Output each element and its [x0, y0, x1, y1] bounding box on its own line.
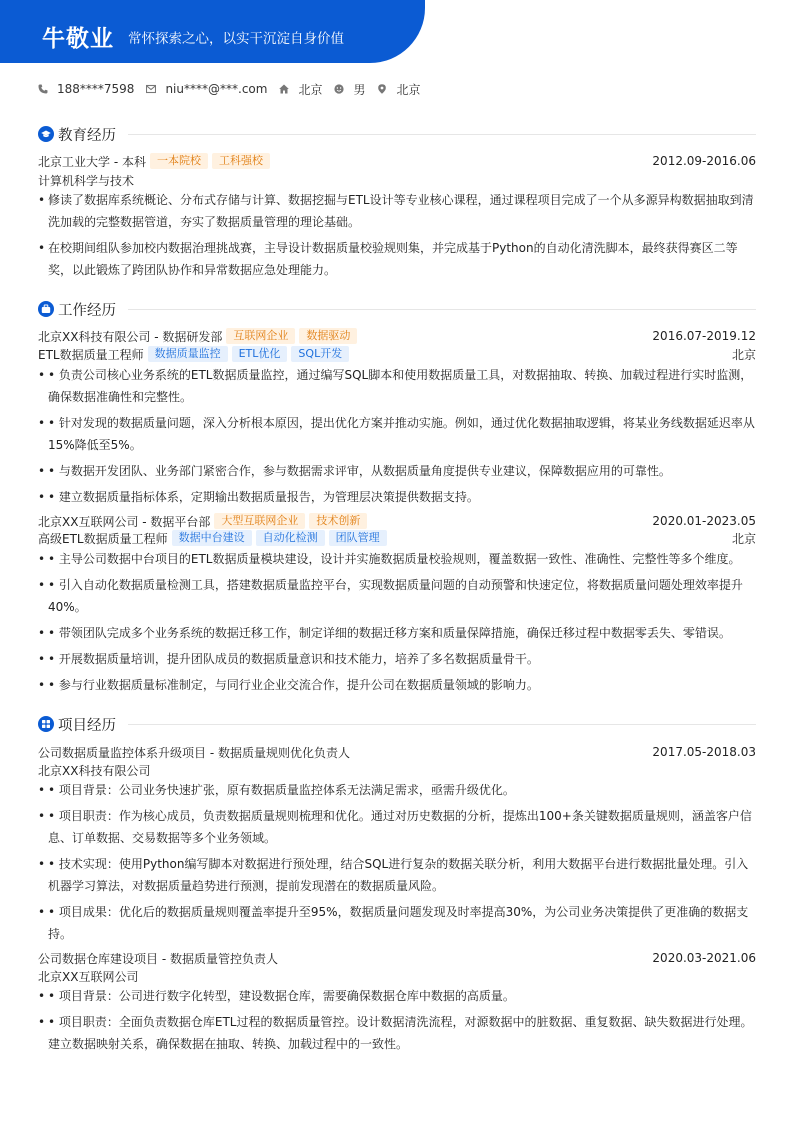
home-text: 北京	[298, 82, 323, 97]
bullet-text: • 针对发现的数据质量问题，深入分析根本原因，提出优化方案并推动实施。例如，通过优化数据抽取逻辑，将某业务线数据延迟率从15%降低至5%。	[48, 416, 755, 452]
work-date: 2016.07-2019.12	[652, 329, 756, 343]
contact-phone	[38, 82, 134, 96]
bullet-text: • 建立数据质量指标体系，定期输出数据质量报告，为管理层决策提供数据支持。	[48, 490, 479, 504]
list-item: • • 带领团队完成多个业务系统的数据迁移工作，制定详细的数据迁移方案和质量保障措施，确保迁移过程中数据零丢失、零错误。	[38, 622, 756, 644]
list-item: • • 建立数据质量指标体系，定期输出数据质量报告，为管理层决策提供数据支持。	[38, 486, 756, 508]
company-tag: 互联网企业	[226, 328, 295, 344]
list-item: • • 参与行业数据质量标准制定，与同行业企业交流合作，提升公司在数据质量领域的影响力。	[38, 674, 756, 696]
email-text: niu****@***.com	[165, 82, 268, 96]
bullet-text: 在校期间组队参加校内数据治理挑战赛，主导设计数据质量校验规则集，并完成基于Python的自动化清洗脚本，最终获得赛区二等奖，以此锻炼了跨团队协作和异常数据应急处理能力。	[48, 241, 738, 277]
work-role-row	[38, 345, 756, 363]
mail-icon	[146, 84, 156, 94]
work-date: 2020.01-2023.05	[652, 514, 756, 528]
work-city: 北京	[731, 347, 756, 362]
work-city: 北京	[731, 531, 756, 546]
project-title: 公司数据质量监控体系升级项目 - 数据质量规则优化负责人	[38, 745, 350, 760]
location-pin-icon	[377, 84, 387, 94]
contact-bar	[38, 81, 433, 97]
list-item: • • 项目背景：公司进行数字化转型，建设数据仓库，需要确保数据仓库中数据的高质量。	[38, 985, 756, 1007]
list-item: • • 与数据开发团队、业务部门紧密合作，参与数据需求评审，从数据质量角度提供专业建议，保障数据应用的可靠性。	[38, 460, 756, 482]
candidate-name: 牛敬业	[42, 26, 114, 52]
gender-text: 男	[353, 82, 366, 97]
company-tag: 技术创新	[309, 513, 367, 529]
bullet-text: • 项目职责：作为核心成员，负责数据质量规则梳理和优化。通过对历史数据的分析，提炼出100+条关键数据质量规则，涵盖客户信息、订单数据、交易数据等多个业务领域。	[48, 809, 752, 845]
company-name: 北京XX互联网公司 - 数据平台部	[38, 514, 211, 529]
job-title: ETL数据质量工程师	[38, 347, 144, 362]
project-entry-header	[38, 743, 756, 761]
home-icon	[279, 84, 289, 94]
bullet-text: • 引入自动化数据质量检测工具，搭建数据质量监控平台，实现数据质量问题的自动预警和快速定位，将数据质量问题处理效率提升40%。	[48, 578, 743, 614]
section-divider	[128, 134, 756, 135]
header-banner	[0, 0, 425, 63]
school-name: 北京工业大学 - 本科	[38, 154, 146, 169]
bullet-text: • 负责公司核心业务系统的ETL数据质量监控，通过编写SQL脚本和使用数据质量工具，对数据抽取、转换、加载过程进行实时监测，确保数据准确性和完整性。	[48, 368, 753, 404]
contact-location	[377, 81, 420, 98]
list-item: • • 负责公司核心业务系统的ETL数据质量监控，通过编写SQL脚本和使用数据质量工具，对数据抽取、转换、加载过程进行实时监测，确保数据准确性和完整性。	[38, 364, 756, 408]
contact-email	[146, 82, 267, 96]
graduation-cap-icon	[38, 126, 54, 142]
list-item: • • 项目职责：作为核心成员，负责数据质量规则梳理和优化。通过对历史数据的分析，提炼出100+条关键数据质量规则，涵盖客户信息、订单数据、交易数据等多个业务领域。	[38, 805, 756, 849]
phone-text: 188****7598	[57, 82, 135, 96]
bullet-text: • 开展数据质量培训，提升团队成员的数据质量意识和技术能力，培养了多名数据质量骨干。	[48, 652, 539, 666]
section-divider	[128, 309, 756, 310]
bullet-text: • 项目职责：全面负责数据仓库ETL过程的数据质量管控。设计数据清洗流程，对源数据中的脏数据、重复数据、缺失数据进行处理。建立数据映射关系，确保数据在抽取、转换、加载过程中的一致性。	[48, 1015, 753, 1051]
list-item: • • 主导公司数据中台项目的ETL数据质量模块建设，设计并实施数据质量校验规则，覆盖数据一致性、准确性、完整性等多个维度。	[38, 548, 756, 570]
school-tag: 工科强校	[212, 153, 270, 169]
section-work-heading	[38, 299, 756, 319]
list-item: • • 开展数据质量培训，提升团队成员的数据质量意识和技术能力，培养了多名数据质量骨干。	[38, 648, 756, 670]
list-item: • • 针对发现的数据质量问题，深入分析根本原因，提出优化方案并推动实施。例如，通过优化数据抽取逻辑，将某业务线数据延迟率从15%降低至5%。	[38, 412, 756, 456]
location-text: 北京	[396, 82, 421, 97]
work-role-row	[38, 529, 756, 547]
project-date: 2017.05-2018.03	[652, 745, 756, 759]
work-entry-header	[38, 512, 756, 530]
company-name: 北京XX科技有限公司 - 数据研发部	[38, 329, 223, 344]
project-company: 北京XX互联网公司	[38, 969, 139, 984]
bullet-text: 修读了数据库系统概论、分布式存储与计算、数据挖掘与ETL设计等专业核心课程，通过课程项目完成了一个从多源异构数据抽取到清洗加载的完整数据管道，夯实了数据质量管理的理论基础。	[48, 193, 754, 229]
bullet-text: • 主导公司数据中台项目的ETL数据质量模块建设，设计并实施数据质量校验规则，覆盖数据一致性、准确性、完整性等多个维度。	[48, 552, 741, 566]
work-entry-header	[38, 327, 756, 345]
section-education-heading	[38, 124, 756, 144]
bullet-text: • 项目背景：公司进行数字化转型，建设数据仓库，需要确保数据仓库中数据的高质量。	[48, 989, 515, 1003]
project-date: 2020.03-2021.06	[652, 951, 756, 965]
briefcase-icon	[38, 301, 54, 317]
skill-tag: 团队管理	[329, 530, 387, 546]
phone-icon	[38, 84, 48, 94]
education-entry-header	[38, 152, 756, 170]
candidate-motto: 常怀探索之心，以实干沉淀自身价值	[128, 31, 344, 47]
section-projects-heading	[38, 714, 756, 734]
company-tag: 大型互联网企业	[214, 513, 305, 529]
grid-icon	[38, 716, 54, 732]
project-company-row	[38, 967, 756, 985]
section-divider	[128, 724, 756, 725]
contact-home	[279, 81, 322, 98]
education-date: 2012.09-2016.06	[652, 154, 756, 168]
section-title: 工作经历	[58, 302, 116, 319]
bullet-text: • 项目背景：公司业务快速扩张，原有数据质量监控体系无法满足需求，亟需升级优化。	[48, 783, 515, 797]
section-title: 项目经历	[58, 717, 116, 734]
bullet-text: • 技术实现：使用Python编写脚本对数据进行预处理，结合SQL进行复杂的数据关联分析，利用大数据平台进行数据批量处理。引入机器学习算法，对数据质量趋势进行预测，提前发现潜在的数据质量风险。	[48, 857, 749, 893]
major-name: 计算机科学与技术	[38, 173, 135, 188]
job-title: 高级ETL数据质量工程师	[38, 531, 168, 546]
bullet-text: • 与数据开发团队、业务部门紧密合作，参与数据需求评审，从数据质量角度提供专业建议，保障数据应用的可靠性。	[48, 464, 671, 478]
skill-tag: 数据质量监控	[148, 346, 228, 362]
list-item: • • 项目职责：全面负责数据仓库ETL过程的数据质量管控。设计数据清洗流程，对源数据中的脏数据、重复数据、缺失数据进行处理。建立数据映射关系，确保数据在抽取、转换、加载过程中的一致性。	[38, 1011, 756, 1055]
education-major-row	[38, 171, 756, 189]
skill-tag: 数据中台建设	[172, 530, 252, 546]
project-title: 公司数据仓库建设项目 - 数据质量管控负责人	[38, 951, 278, 966]
contact-gender	[334, 81, 365, 98]
project-entry-header	[38, 949, 756, 967]
bullet-text: • 带领团队完成多个业务系统的数据迁移工作，制定详细的数据迁移方案和质量保障措施，确保迁移过程中数据零丢失、零错误。	[48, 626, 731, 640]
list-item: • 在校期间组队参加校内数据治理挑战赛，主导设计数据质量校验规则集，并完成基于Python的自动化清洗脚本，最终获得赛区二等奖，以此锻炼了跨团队协作和异常数据应急处理能力。	[38, 237, 756, 281]
bullet-text: • 参与行业数据质量标准制定，与同行业企业交流合作，提升公司在数据质量领域的影响力。	[48, 678, 539, 692]
project-company: 北京XX科技有限公司	[38, 763, 151, 778]
skill-tag: ETL优化	[232, 346, 288, 362]
company-tag: 数据驱动	[299, 328, 357, 344]
project-company-row	[38, 761, 756, 779]
list-item: • • 技术实现：使用Python编写脚本对数据进行预处理，结合SQL进行复杂的数据关联分析，利用大数据平台进行数据批量处理。引入机器学习算法，对数据质量趋势进行预测，提前发现潜在的数据质量风险。	[38, 853, 756, 897]
skill-tag: SQL开发	[291, 346, 349, 362]
list-item: • 修读了数据库系统概论、分布式存储与计算、数据挖掘与ETL设计等专业核心课程，通过课程项目完成了一个从多源异构数据抽取到清洗加载的完整数据管道，夯实了数据质量管理的理论基础。	[38, 189, 756, 233]
list-item: • • 引入自动化数据质量检测工具，搭建数据质量监控平台，实现数据质量问题的自动预警和快速定位，将数据质量问题处理效率提升40%。	[38, 574, 756, 618]
school-tag: 一本院校	[150, 153, 208, 169]
skill-tag: 自动化检测	[256, 530, 325, 546]
list-item: • • 项目背景：公司业务快速扩张，原有数据质量监控体系无法满足需求，亟需升级优化。	[38, 779, 756, 801]
bullet-text: • 项目成果：优化后的数据质量规则覆盖率提升至95%，数据质量问题发现及时率提高30%，为公司业务决策提供了更准确的数据支持。	[48, 905, 749, 941]
section-title: 教育经历	[58, 127, 116, 144]
person-face-icon	[334, 84, 344, 94]
list-item: • • 项目成果：优化后的数据质量规则覆盖率提升至95%，数据质量问题发现及时率提高30%，为公司业务决策提供了更准确的数据支持。	[38, 901, 756, 945]
